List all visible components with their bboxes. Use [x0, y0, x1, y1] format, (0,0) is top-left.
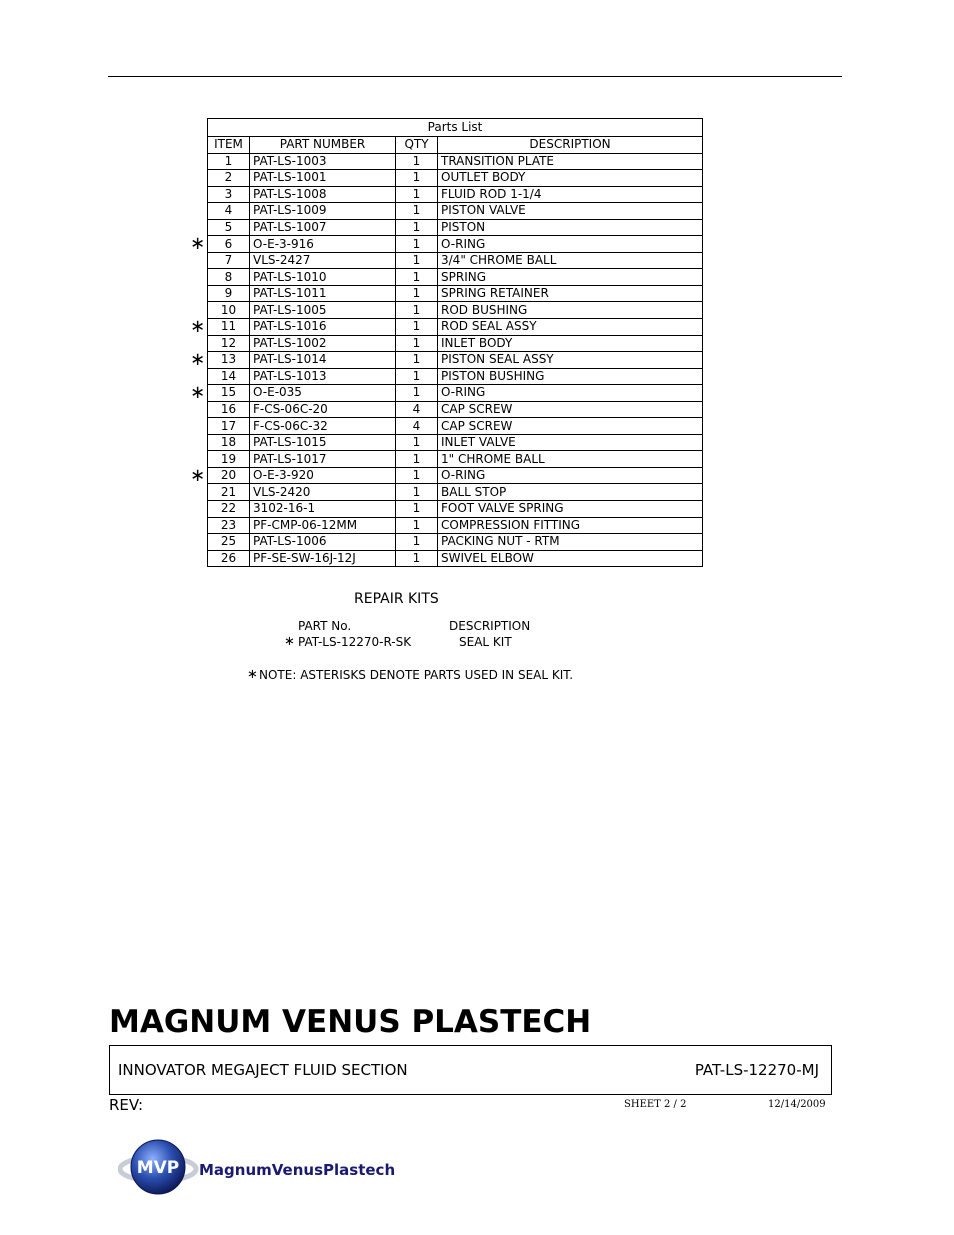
part-item: 6 — [208, 236, 250, 253]
part-number: PAT-LS-1011 — [250, 285, 396, 302]
part-description: OUTLET BODY — [438, 170, 703, 187]
document-title: INNOVATOR MEGAJECT FLUID SECTION — [118, 1061, 408, 1079]
part-description: SPRING RETAINER — [438, 285, 703, 302]
part-number: PAT-LS-1003 — [250, 153, 396, 170]
part-number: PAT-LS-1017 — [250, 451, 396, 468]
part-item: 1 — [208, 153, 250, 170]
part-qty: 1 — [396, 236, 438, 253]
seal-kit-asterisk-icon: ∗ — [190, 381, 206, 403]
part-item: 4 — [208, 203, 250, 220]
part-qty: 4 — [396, 418, 438, 435]
revision-label: REV: — [109, 1096, 143, 1114]
part-number: PF-SE-SW-16J-12J — [250, 550, 396, 567]
part-item: 15 — [208, 385, 250, 402]
part-description: 1" CHROME BALL — [438, 451, 703, 468]
table-row — [208, 335, 703, 352]
table-row — [208, 385, 703, 402]
seal-kit-note: NOTE: ASTERISKS DENOTE PARTS USED IN SEAL KIT. — [259, 668, 574, 682]
part-item: 25 — [208, 534, 250, 551]
repair-kits-header-description: DESCRIPTION — [449, 619, 531, 633]
part-description: PACKING NUT - RTM — [438, 534, 703, 551]
table-row — [208, 203, 703, 220]
parts-list-title: Parts List — [208, 119, 703, 137]
part-qty: 1 — [396, 219, 438, 236]
part-description: FOOT VALVE SPRING — [438, 501, 703, 518]
repair-kit-part-number: PAT-LS-12270-R-SK — [298, 635, 412, 649]
header-item: ITEM — [208, 137, 250, 154]
top-rule — [108, 76, 842, 77]
part-qty: 1 — [396, 285, 438, 302]
sheet-number: SHEET 2 / 2 — [624, 1099, 687, 1110]
part-description: COMPRESSION FITTING — [438, 517, 703, 534]
part-description: PISTON SEAL ASSY — [438, 352, 703, 369]
table-row — [208, 451, 703, 468]
title-block-box — [109, 1045, 832, 1095]
part-item: 16 — [208, 401, 250, 418]
part-item: 22 — [208, 501, 250, 518]
part-description: O-RING — [438, 236, 703, 253]
part-item: 11 — [208, 319, 250, 336]
table-row — [208, 219, 703, 236]
part-qty: 1 — [396, 335, 438, 352]
part-qty: 1 — [396, 467, 438, 484]
table-row — [208, 269, 703, 286]
part-item: 21 — [208, 484, 250, 501]
table-row — [208, 170, 703, 187]
table-row — [208, 352, 703, 369]
part-number: PAT-LS-1001 — [250, 170, 396, 187]
part-number: PAT-LS-1014 — [250, 352, 396, 369]
part-qty: 1 — [396, 319, 438, 336]
part-number: O-E-3-920 — [250, 467, 396, 484]
table-row — [208, 467, 703, 484]
part-qty: 1 — [396, 186, 438, 203]
table-row — [208, 534, 703, 551]
logo-wordmark: MagnumVenusPlastech — [199, 1161, 396, 1179]
part-number: PAT-LS-1008 — [250, 186, 396, 203]
table-row — [208, 418, 703, 435]
part-qty: 1 — [396, 170, 438, 187]
part-number: PAT-LS-1005 — [250, 302, 396, 319]
part-item: 17 — [208, 418, 250, 435]
parts-list-table — [207, 118, 703, 567]
part-number: PAT-LS-1006 — [250, 534, 396, 551]
part-description: PISTON VALVE — [438, 203, 703, 220]
table-row — [208, 186, 703, 203]
part-description: SPRING — [438, 269, 703, 286]
part-number: PAT-LS-1002 — [250, 335, 396, 352]
part-qty: 1 — [396, 302, 438, 319]
part-qty: 1 — [396, 269, 438, 286]
part-number: PAT-LS-1013 — [250, 368, 396, 385]
table-row — [208, 285, 703, 302]
part-item: 5 — [208, 219, 250, 236]
part-number: 3102-16-1 — [250, 501, 396, 518]
part-description: INLET BODY — [438, 335, 703, 352]
part-item: 8 — [208, 269, 250, 286]
part-description: CAP SCREW — [438, 401, 703, 418]
part-description: INLET VALVE — [438, 434, 703, 451]
part-description: PISTON BUSHING — [438, 368, 703, 385]
part-number: PAT-LS-1016 — [250, 319, 396, 336]
seal-kit-asterisk-icon: ∗ — [190, 464, 206, 486]
part-description: SWIVEL ELBOW — [438, 550, 703, 567]
table-row — [208, 434, 703, 451]
company-title: MAGNUM VENUS PLASTECH — [109, 1004, 592, 1040]
part-description: O-RING — [438, 385, 703, 402]
table-row — [208, 368, 703, 385]
table-row — [208, 319, 703, 336]
part-number: O-E-3-916 — [250, 236, 396, 253]
part-item: 3 — [208, 186, 250, 203]
table-row — [208, 517, 703, 534]
header-description: DESCRIPTION — [438, 137, 703, 154]
part-item: 26 — [208, 550, 250, 567]
table-row — [208, 501, 703, 518]
part-description: 3/4" CHROME BALL — [438, 252, 703, 269]
note-asterisk-icon: ∗ — [247, 667, 258, 682]
part-qty: 1 — [396, 368, 438, 385]
table-row — [208, 401, 703, 418]
part-number: PAT-LS-1010 — [250, 269, 396, 286]
seal-kit-asterisk-icon: ∗ — [190, 233, 206, 255]
part-description: BALL STOP — [438, 484, 703, 501]
part-qty: 1 — [396, 517, 438, 534]
seal-kit-asterisk-icon: ∗ — [284, 634, 295, 649]
part-item: 18 — [208, 434, 250, 451]
table-row — [208, 252, 703, 269]
part-description: FLUID ROD 1-1/4 — [438, 186, 703, 203]
part-description: PISTON — [438, 219, 703, 236]
table-row — [208, 550, 703, 567]
part-qty: 1 — [396, 484, 438, 501]
parts-list-body — [208, 153, 703, 567]
part-item: 19 — [208, 451, 250, 468]
part-qty: 1 — [396, 550, 438, 567]
document-date: 12/14/2009 — [768, 1099, 826, 1110]
part-number: PAT-LS-1015 — [250, 434, 396, 451]
part-item: 7 — [208, 252, 250, 269]
part-qty: 1 — [396, 451, 438, 468]
header-qty: QTY — [396, 137, 438, 154]
part-number: PAT-LS-1009 — [250, 203, 396, 220]
part-number: VLS-2420 — [250, 484, 396, 501]
seal-kit-asterisk-icon: ∗ — [190, 315, 206, 337]
part-description: CAP SCREW — [438, 418, 703, 435]
part-qty: 1 — [396, 352, 438, 369]
part-number: F-CS-06C-20 — [250, 401, 396, 418]
part-qty: 1 — [396, 203, 438, 220]
logo-mark: MVP — [136, 1158, 180, 1178]
part-description: O-RING — [438, 467, 703, 484]
part-qty: 1 — [396, 252, 438, 269]
seal-kit-asterisk-icon: ∗ — [190, 348, 206, 370]
repair-kits-header-part: PART No. — [298, 619, 352, 633]
part-number: O-E-035 — [250, 385, 396, 402]
part-number: PAT-LS-1007 — [250, 219, 396, 236]
part-qty: 1 — [396, 434, 438, 451]
part-item: 13 — [208, 352, 250, 369]
part-item: 12 — [208, 335, 250, 352]
table-row — [208, 153, 703, 170]
repair-kits-title: REPAIR KITS — [354, 591, 439, 607]
part-qty: 1 — [396, 385, 438, 402]
part-item: 2 — [208, 170, 250, 187]
part-number: VLS-2427 — [250, 252, 396, 269]
part-description: ROD BUSHING — [438, 302, 703, 319]
part-qty: 1 — [396, 501, 438, 518]
part-item: 14 — [208, 368, 250, 385]
part-number: PF-CMP-06-12MM — [250, 517, 396, 534]
part-item: 9 — [208, 285, 250, 302]
part-item: 10 — [208, 302, 250, 319]
document-number: PAT-LS-12270-MJ — [694, 1061, 819, 1079]
part-item: 20 — [208, 467, 250, 484]
table-row — [208, 302, 703, 319]
table-row — [208, 236, 703, 253]
table-row — [208, 484, 703, 501]
part-qty: 1 — [396, 153, 438, 170]
part-item: 23 — [208, 517, 250, 534]
part-number: F-CS-06C-32 — [250, 418, 396, 435]
repair-kit-description: SEAL KIT — [459, 635, 512, 649]
part-qty: 1 — [396, 534, 438, 551]
part-qty: 4 — [396, 401, 438, 418]
header-part-number: PART NUMBER — [250, 137, 396, 154]
part-description: TRANSITION PLATE — [438, 153, 703, 170]
part-description: ROD SEAL ASSY — [438, 319, 703, 336]
